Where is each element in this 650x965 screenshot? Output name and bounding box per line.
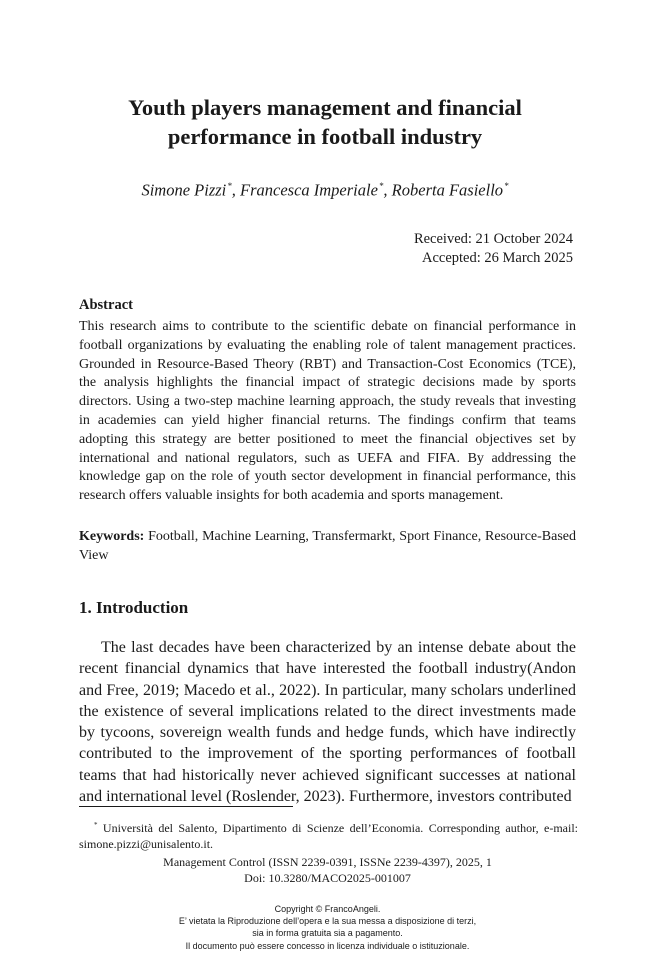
journal-issn: Management Control (ISSN 2239-0391, ISSNe 2239-4397), 2025, 1: [163, 855, 492, 869]
copyright-notice: [79, 903, 576, 952]
author-affiliation-mark: *: [504, 181, 509, 191]
section-heading: 1. Introduction: [79, 598, 189, 617]
paper-title: [60, 93, 590, 151]
journal-info: [79, 854, 576, 886]
received-date: Received: 21 October 2024: [413, 231, 573, 247]
abstract-text: This research aims to contribute to the scientific debate on financial performance in football organizations by evaluating the enabling role of talent management practices. Grounded in Resource-Based Theory (RBT) and Transaction-Cost Economics (TCE), the analysis highlights the financial impact of strategic decisions made by sports directors. Using a two-step machine learning approach, the study reveals that investing in academies can yield higher financial returns. The findings confirm that teams adopting this strategy are better positioned to meet the financial objectives set by international and national regulators, such as UEFA and FIFA. By addressing the knowledge gap on the role of youth sector development in financial performance, this research offers valuable insights for both academia and sports management.: [79, 319, 576, 504]
accepted-date: Accepted: 26 March 2025: [422, 250, 573, 266]
copyright-line: Il documento può essere concesso in licenza individuale o istituzionale.: [185, 940, 470, 951]
submission-dates: [414, 230, 573, 268]
author-name: Roberta Fasiello: [391, 180, 504, 200]
author-affiliation-mark: *: [378, 181, 384, 191]
keywords-text: Football, Machine Learning, Transfermarkt, Sport Finance, Resource-Based View: [79, 529, 577, 563]
footnote-text: Università del Salento, Dipartimento di Scienze dell’Economia. Corresponding author, e-mail: simone.pizzi@unisalento.it.: [79, 821, 579, 851]
author-name: Francesca Imperiale: [240, 180, 378, 200]
keywords: [79, 528, 576, 566]
journal-doi: Doi: 10.3280/MACO2025-001007: [244, 871, 411, 885]
introduction-text: The last decades have been characterized by an intense debate about the recent financial dynamics that have interested the football industry(Andon and Free, 2019; Macedo et al., 2022). In particular, many scholars underlined the existence of several implications related to the direct investments made by tycoons, sovereign wealth funds and hedge funds, which have indirectly contributed to the improvement of the sporting performances of football teams that had historically never achieved significant successes at national and international level (Roslender, 2023). Furthermore, investors contributed: [79, 639, 576, 806]
copyright-line: sia in forma gratuita sia a pagamento.: [252, 928, 403, 939]
author-name: Simone Pizzi: [141, 180, 227, 200]
keywords-label: Keywords:: [79, 529, 145, 544]
title-line-1: Youth players management and financial: [128, 95, 522, 120]
title-line-2: performance in football industry: [167, 124, 483, 149]
copyright-line: E’ vietata la Riproduzione dell’opera e la sua messa a disposizione di terzi,: [178, 916, 477, 927]
author-affiliation-mark: *: [227, 181, 232, 191]
footnote-divider: [79, 806, 293, 807]
copyright-line: Copyright © FrancoAngeli.: [274, 904, 381, 914]
affiliation-footnote: [79, 817, 578, 852]
abstract-heading: Abstract: [79, 297, 133, 313]
footnote-mark: *: [94, 821, 98, 829]
author-list: Simone Pizzi*, Francesca Imperiale*, Roberta Fasiello*: [141, 180, 509, 200]
